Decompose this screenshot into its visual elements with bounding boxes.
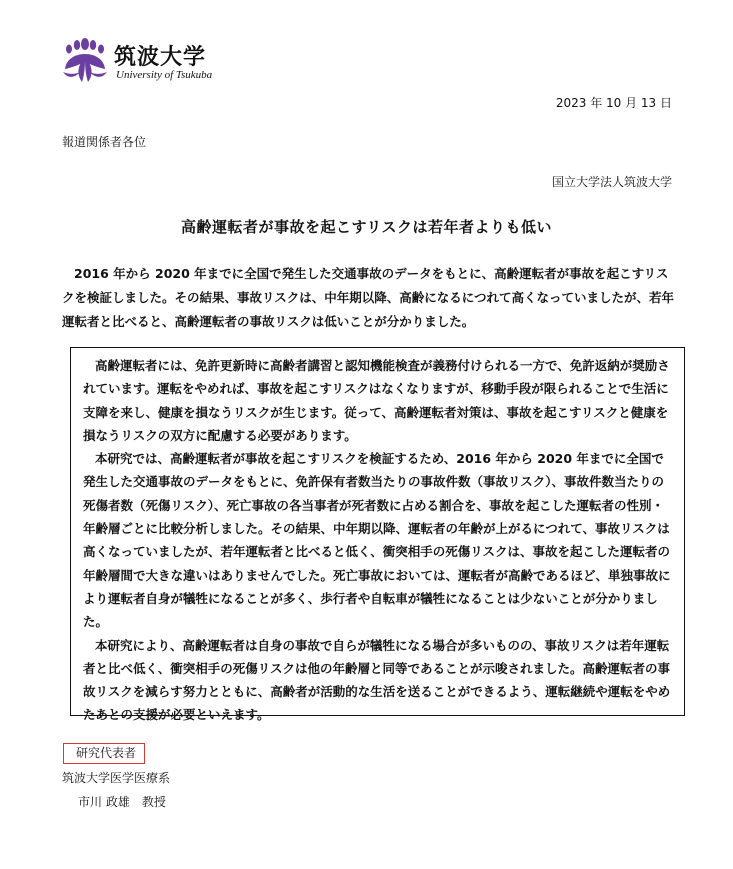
abstract-paragraph: 本研究では、高齢運転者が事故を起こすリスクを検証するため、2016 年から 2020 年までに全国で発生した交通事故のデータをもとに、免許保有者数当たりの事故件数（事故リスク）、事故件数当たりの死傷者数（死傷リスク）、死亡事故の各当事者が死者数に占める割合を、事故を起こした運転者の性別・年齢層ごとに比較分析しました。その結果、中年期以降、運転者の年齢が上がるにつれて、事故リスクは高くなっていましたが、若年運転者と比べると低く、衝突相手の死傷リスクは、事故を起こした運転者の年齢層間で大きな違いはありませんでした。死亡事故においては、運転者が高齢であるほど、単独事故により運転者自身が犠牲になることが多く、歩行者や自転車が犠牲になることは少ないことが分かりました。 [83,451,671,630]
release-date: 2023 年 10 月 13 日 [555,96,672,110]
press-release-title: 高齢運転者が事故を起こすリスクは若年者よりも低い [180,218,553,236]
summary-paragraph: 2016 年から 2020 年までに全国で発生した交通事故のデータをもとに、高齢運転者が事故を起こすリスクを検証しました。その結果、事故リスクは、中年期以降、高齢になるにつれて高くなっていましたが、若年運転者と比べると、高齢運転者の事故リスクは低いことが分かりました。 [62,266,675,329]
sender: 国立大学法人筑波大学 [551,175,672,189]
abstract-paragraph: 本研究により、高齢運転者は自身の事故で自らが犠牲になる場合が多いものの、事故リスクは若年運転者と比べ低く、衝突相手の死傷リスクは他の年齢層と同等であることが示唆されました。高齢運転者の事故リスクを減らす努力とともに、高齢者が活動的な生活を送ることができるよう、運転継続や運転をやめたあとの支援が必要といえます。 [83,637,671,723]
abstract-box [70,347,685,723]
university-name-en: University of Tsukuba [116,69,213,81]
university-name-jp: 筑波大学 [114,44,207,70]
recipients: 報道関係者各位 [62,135,147,149]
paulownia-crest-icon [60,36,110,86]
representative-label: 研究代表者 [63,743,145,764]
representative-affiliation: 筑波大学医学医療系 [62,771,171,785]
abstract-paragraph: 高齢運転者には、免許更新時に高齢者講習と認知機能検査が義務付けられる一方で、免許返納が奨励されています。運転をやめれば、事故を起こすリスクはなくなりますが、移動手段が限られることで生活に支障を来し、健康を損なうリスクが生じます。従って、高齢運転者対策は、事故を起こすリスクと健康を損なうリスクの双方に配慮する必要があります。 [83,358,670,443]
university-logo [60,36,230,86]
representative-name: 市川 政雄 教授 [78,795,166,809]
